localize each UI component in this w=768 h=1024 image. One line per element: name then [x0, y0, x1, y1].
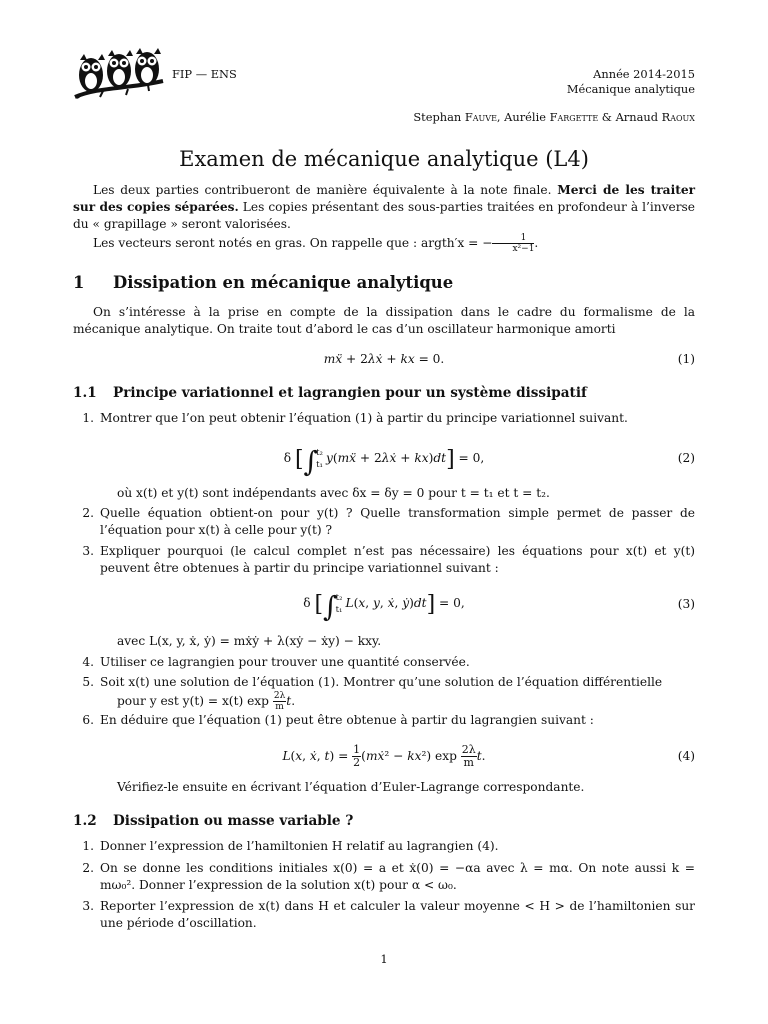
- item-5-continuation: pour y est y(t) = x(t) exp $\frac{2\lambda}{m}$ t.: [117, 691, 296, 712]
- page-title: Examen de mécanique analytique (L4): [179, 147, 589, 171]
- list-item: 5. Soit x(t) une solution de l’équation (1). Montrer qu’une solution de l’équation différentielle: [82, 675, 663, 689]
- list-item: 6. En déduire que l’équation (1) peut être obtenue à partir du lagrangien suivant :: [82, 713, 594, 727]
- equation-4: L(x, ẋ, t) = $\frac{1}{2}$ (mẋ² − kx²) exp $\frac{2\lambda}{m}$ t.: [282, 743, 486, 769]
- intro-paragraph: Les deux parties contribueront de manière équivalente à la note finale. Merci de les traiter sur des copies séparées. Les copies présentant des sous-parties traitées en profondeur à l’inverse du « grapillage » seront valorisées.: [73, 183, 696, 231]
- equation-4-number: (4): [677, 749, 695, 763]
- intro-reminder: Les vecteurs seront notés en gras. On rappelle que : argth′x = − $\frac{1}{\text{x²−1}}$ .: [93, 233, 539, 254]
- list-item: 4. Utiliser ce lagrangien pour trouver une quantité conservée.: [82, 655, 470, 669]
- list-item: 1. Donner l’expression de l’hamiltonien H relatif au lagrangien (4).: [82, 839, 499, 853]
- owls-logo: [73, 45, 165, 103]
- page-number: 1: [380, 952, 388, 966]
- equation-1-number: (1): [677, 352, 695, 366]
- header-course: Mécanique analytique: [566, 82, 695, 96]
- equation-4-note: Vérifiez-le ensuite en écrivant l’équation d’Euler-Lagrange correspondante.: [117, 780, 585, 794]
- equation-2: δ [∫t₂ t₁ y(mẍ + 2λẋ + kx)dt] = 0,: [283, 445, 485, 478]
- list-item: 2. Quelle équation obtient-on pour y(t) ? Quelle transformation simple permet de passer de l’équation pour x(t) à celle pour y(t) ?: [82, 506, 695, 537]
- list-item: 2. On se donne les conditions initiales x(0) = a et ẋ(0) = −αa avec λ = mα. On note aussi k = mω₀². Donner l’expression de la solution x(t) pour α < ω₀.: [82, 861, 695, 892]
- list-item: 3. Reporter l’expression de x(t) dans H et calculer la valeur moyenne < H > de l’hamiltonien sur une période d’oscillation.: [82, 899, 695, 930]
- equation-3-note: avec L(x, y, ẋ, ẏ) = mẋẏ + λ(xẏ − ẋy) − kxy.: [117, 634, 382, 648]
- equation-3: δ [∫t₂ t₁ L(x, y, ẋ, ẏ)dt] = 0,: [303, 590, 465, 623]
- equation-3-number: (3): [677, 597, 695, 611]
- list-item: 3. Expliquer pourquoi (le calcul complet n’est pas nécessaire) les équations pour x(t) et y(t) peuvent être obtenues à partir du principe variationnel suivant :: [82, 544, 695, 575]
- header-authors: Stephan Fauve, Aurélie Fargette & Arnaud Raoux: [413, 110, 695, 124]
- list-item: 1. Montrer que l’on peut obtenir l’équation (1) à partir du principe variationnel suivant.: [82, 411, 628, 425]
- header-institution: FIP — ENS: [172, 67, 237, 81]
- section-1-heading: 1 Dissipation en mécanique analytique: [73, 273, 454, 292]
- equation-2-number: (2): [677, 451, 695, 465]
- subsection-1-2-heading: 1.2 Dissipation ou masse variable ?: [73, 813, 354, 829]
- subsection-1-1-heading: 1.1 Principe variationnel et lagrangien pour un système dissipatif: [73, 385, 587, 401]
- equation-1: mẍ + 2λẋ + kx = 0.: [323, 352, 445, 366]
- section-1-intro: On s’intéresse à la prise en compte de la dissipation dans le cadre du formalisme de la mécanique analytique. On traite tout d’abord le cas d’un oscillateur harmonique amorti: [73, 305, 695, 336]
- equation-2-note: où x(t) et y(t) sont indépendants avec δx = δy = 0 pour t = t₁ et t = t₂.: [117, 486, 550, 500]
- header-year: Année 2014-2015: [593, 67, 695, 81]
